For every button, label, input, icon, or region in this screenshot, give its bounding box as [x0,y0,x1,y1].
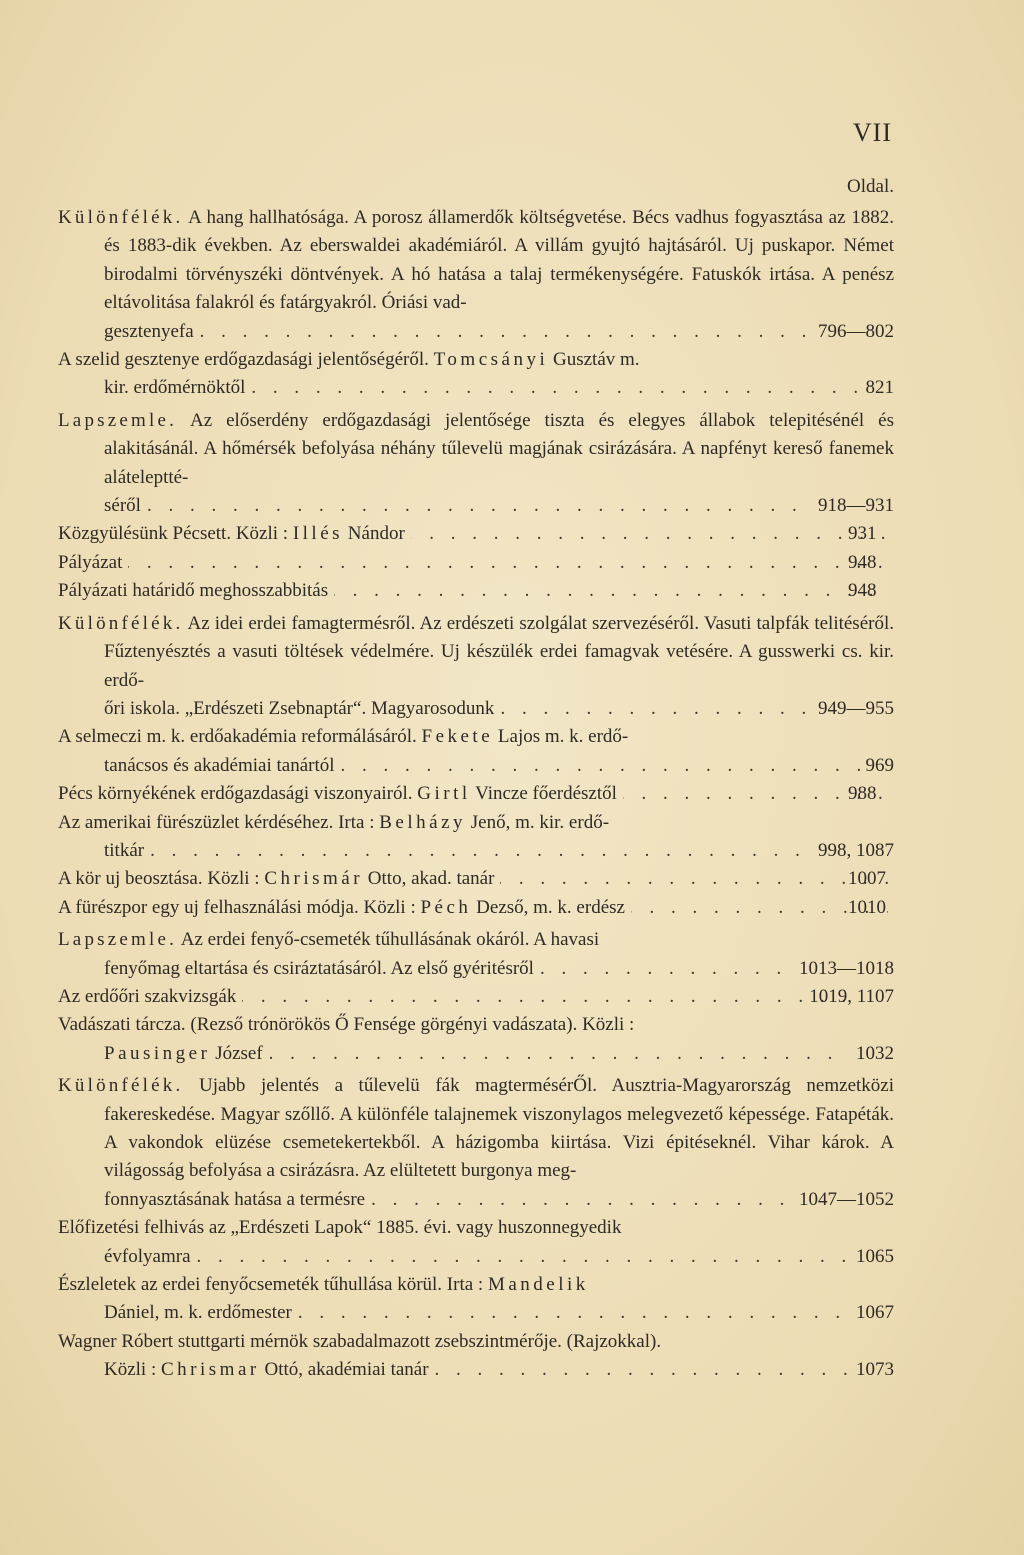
dot-leader [147,492,812,520]
entry-title: Pályázati határidő meghosszabbitás [58,580,329,602]
entry-page-number: 1019, 1107 [809,985,894,1007]
entry-title-tail: fenyőmag eltartása és csiráztatásáról. Az első gyéritésről [104,957,534,979]
dot-leader [411,520,888,548]
dot-leader [197,1243,850,1271]
entry-title: Az amerikai fürészüzlet kérdéséhez. Irta : [58,811,375,833]
entry-title: Ujabb jelentés a tűlevelü fák magtermésérŐl. Ausztria-Magyarország nemzetközi fakereskedése. Magyar szőllő. A különféle talajnemek viszonylagos melegvezető képessége. Fatapéták. A vakondok elüzése csemetekertekből. A házigomba kiirtása. Vizi épitéseknél. Vihar károk. A világosság befolyása a csirázásra. Az elültetett burgonya meg- [104,1075,894,1182]
entry-author: Pausinger [104,1042,211,1064]
entry-title: Észleletek az erdei fenyőcsemeték tűhullása körül. Irta : [58,1274,484,1296]
entry-title-cont: Dezső, m. k. erdész [476,896,625,918]
entry-author: Belházy [379,811,467,833]
entry-author: Mandelik [487,1274,589,1296]
toc-entry [58,1011,894,1068]
entry-title-cont: Vincze főerdésztől [475,783,617,805]
toc-entry: A fürészpor egy uj felhasználási módja. Közli : Péch Dezső, m. k. erdész . . . 1010 [58,894,894,922]
entry-title: Pécs környékének erdőgazdasági viszonyairól. [58,783,413,805]
dot-leader [540,955,793,983]
entry-title-tail: séről [104,495,141,517]
entry-section-label: Lapszemle. [58,929,178,951]
entry-page-number: 821 [865,377,894,399]
dot-leader [341,752,860,780]
entry-title: A selmeczi m. k. erdőakadémia reformálásáról. [58,726,417,748]
entry-title: Vadászati tárcza. (Rezső trónörökös Ő Fensége görgényi vadászata). Közli : [58,1014,635,1036]
dot-leader [334,577,888,605]
page-column-label: Oldal. [847,176,894,197]
entry-title-tail: őri iskola. „Erdészeti Zsebnaptár“. Magyarosodunk [104,697,495,719]
entry-page-number: 949—955 [818,697,894,719]
entry-author: Péch [420,896,472,918]
entry-title: Az idei erdei famagtermésről. Az erdészeti szolgálat szervezéséről. Vasuti talpfák telitéséről. Fűztenyésztés a vasuti töltések védelmére. Uj készülék erdei famagvak vetésére. A gusswerki cs. kir. erdő- [104,612,894,691]
entry-title: Az erdőőri szakvizsgák [58,985,237,1007]
entry-page-number: 1065 [856,1245,894,1267]
entry-title-cont: Gusztáv m. [553,349,640,371]
toc-entry [58,723,894,780]
toc-entry [58,809,894,866]
entry-title-tail: kir. erdőmérnöktől [104,377,246,399]
entry-title-cont: Otto, akad. tanár [367,868,495,890]
entry-tail-prefix: Közli : [104,1359,157,1381]
entry-section-label: Különfélék. [58,1075,184,1097]
toc-entry [58,610,894,724]
entry-title: A hang hallhatósága. A porosz államerdők költségvetése. Bécs vadhus fogyasztása az 1882. és 1883-dik években. Az eberswaldei akadémiáról. A villám gyujtó hajtásáról. Uj puskapor. Német birodalmi törvényszéki döntvények. A hó hatása a talaj termékenységére. Fatuskók irtása. A penész eltávolitása falakról és fatárgyakról. Óriási vad- [104,207,894,314]
toc-entry: A kör uj beosztása. Közli : Chrismár Otto, akad. tanár . . . 1007 [58,865,894,893]
entry-author: Tomcsányi [433,349,549,371]
entry-title: Közgyülésünk Pécsett. Közli : [58,523,289,545]
toc-entry: Pályázat . . . 948 [58,549,894,577]
entry-page-number: 1013—1018 [799,957,894,979]
entry-page-number: 1047—1052 [799,1188,894,1210]
entry-title: Pályázat [58,551,123,573]
dot-leader [200,318,812,346]
entry-page-number: 796—802 [818,320,894,342]
entry-page-number: 1032 [856,1042,894,1064]
toc-entry: Pécs környékének erdőgazdasági viszonyairól. Girtl Vincze főerdésztől . . . 988 [58,780,894,808]
entry-title: A szelid gesztenye erdőgazdasági jelentőségéről. [58,349,429,371]
entry-title-cont: Lajos m. k. erdő- [497,726,629,748]
entry-author: Chrismar [161,1359,260,1381]
entry-title-tail: gesztenyefa [104,320,194,342]
entry-title: Wagner Róbert stuttgarti mérnök szabadalmazott zsebszintmérője. (Rajzokkal). [58,1330,662,1352]
entry-title-tail: titkár [104,839,145,861]
entry-author: Girtl [417,783,471,805]
entry-title: Az előserdény erdőgazdasági jelentősége tiszta és elegyes állabok telepitésénél és alakitásánál. A hőmérsék befolyása néhány tűlevelü magjának csirázására. A napfényt kereső fanemek aláteleptté- [104,409,894,488]
dot-leader [500,695,812,723]
dot-leader [435,1356,850,1384]
entry-title-tail: fonnyasztásának hatása a termésre [104,1188,366,1210]
entry-author: Chrismár [264,868,364,890]
page-number: VII [852,118,892,147]
entry-title-tail: Dániel, m. k. erdőmester [104,1302,292,1324]
dot-leader [128,549,888,577]
entry-section-label: Különfélék. [58,207,184,228]
entry-title-tail: József [215,1042,263,1064]
toc-entry: Közgyülésünk Pécsett. Közli : Illés Nándor . . . 931 [58,520,894,548]
entry-page-number: 998, 1087 [818,839,894,861]
dot-leader [371,1186,793,1214]
dot-leader [500,865,888,893]
entry-title-cont: Jenő, m. kir. erdő- [470,811,610,833]
entry-title-cont: Nándor [347,523,405,545]
toc-entry [58,1328,894,1385]
dot-leader [242,983,849,1011]
toc-entry [58,1271,894,1328]
toc-entry [58,346,894,403]
toc-entry: Pályázati határidő meghosszabbitás . . . 948 [58,577,894,605]
dot-leader [269,1040,850,1068]
entry-title-tail: Ottó, akadémiai tanár [264,1359,429,1381]
dot-leader [298,1299,850,1327]
entry-author: Illés [292,523,344,545]
toc-entry [58,926,894,983]
toc-entry [58,983,894,1011]
entry-title-tail: évfolyamra [104,1245,191,1267]
entry-section-label: Lapszemle. [58,409,178,431]
entry-title: A kör uj beosztása. Közli : [58,868,260,890]
entry-page-number: 918—931 [818,495,894,517]
dot-leader [251,374,859,402]
toc-entry [58,204,894,346]
entry-page-number: 969 [865,754,894,776]
table-of-contents [58,204,894,1385]
toc-entry [58,1072,894,1214]
entry-section-label: Különfélék. [58,612,184,634]
toc-entry [58,407,894,521]
dot-leader [150,837,812,865]
entry-title: Az erdei fenyő-csemeték tűhullásának okáról. A havasi [180,929,600,951]
entry-title: Előfizetési felhivás az „Erdészeti Lapok“ 1885. évi. vagy huszonnegyedik [58,1217,622,1239]
entry-page-number: 1067 [856,1302,894,1324]
entry-title-tail: tanácsos és akadémiai tanártól [104,754,335,776]
toc-entry [58,1214,894,1271]
entry-author: Fekete [421,726,494,748]
entry-page-number: 1073 [856,1359,894,1381]
entry-title: A fürészpor egy uj felhasználási módja. Közli : [58,896,416,918]
